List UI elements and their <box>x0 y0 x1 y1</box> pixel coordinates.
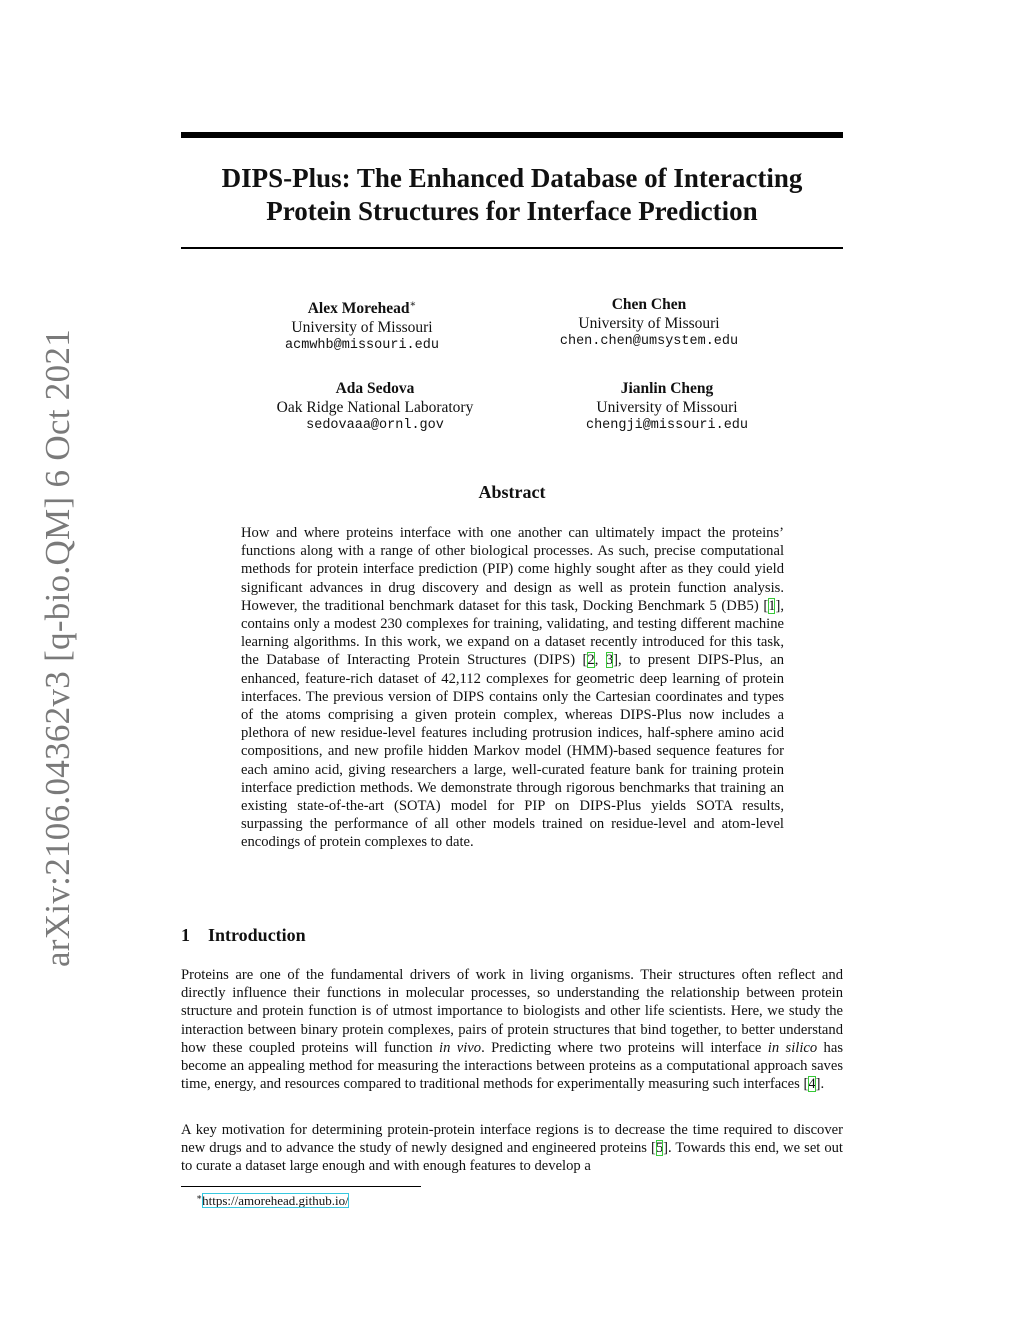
footnote-mark: ∗ <box>196 1192 203 1202</box>
title-line-1: DIPS-Plus: The Enhanced Database of Interacting <box>221 163 803 193</box>
author-block <box>225 380 525 436</box>
citation-link[interactable]: 5 <box>655 1140 664 1157</box>
author-name: Ada Sedova <box>335 380 415 397</box>
citation-link[interactable]: 4 <box>808 1076 816 1093</box>
author-affiliation: Oak Ridge National Laboratory <box>276 398 474 416</box>
footnote <box>196 1189 349 1209</box>
body-paragraph: A key motivation for determining protein-protein interface regions is to decrease the time required to discover new drugs and to advance the study of newly designed and engineered proteins [5]. Towards this end, we set out to curate a dataset large enough and with enough features to develop a <box>181 1122 843 1175</box>
footnote-mark: ∗ <box>409 299 417 310</box>
citation-link[interactable]: 2 <box>587 652 595 669</box>
author-name: Jianlin Cheng <box>620 380 714 397</box>
citation-link[interactable]: 1 <box>768 597 776 614</box>
section-heading <box>181 925 306 946</box>
author-block <box>499 296 799 352</box>
author-affiliation: University of Missouri <box>578 314 720 332</box>
homepage-link[interactable]: https://amorehead.github.io/ <box>202 1193 349 1209</box>
footnote-rule <box>181 1186 421 1187</box>
author-name: Chen Chen <box>611 296 687 313</box>
author-block <box>212 296 512 356</box>
paper-title <box>181 162 843 228</box>
author-affiliation: University of Missouri <box>596 398 738 416</box>
author-block <box>517 380 817 436</box>
section-title: Introduction <box>208 925 306 945</box>
abstract-text: How and where proteins interface with one another can ultimately impact the proteins’ functions along with a range of other biological processes. As such, precise computational methods for protein interface prediction (PIP) come highly sought after as they could yield significant advances in drug discovery and design as well as protein function analysis. However, the traditional benchmark dataset for this task, Docking Benchmark 5 (DB5) [1], contains only a modest 230 complexes for training, validating, and testing different machine learning algorithms. In this work, we expand on a dataset recently introduced for this task, the Database of Interacting Protein Structures (DIPS) [2, 3], to present DIPS-Plus, an enhanced, feature-rich dataset of 42,112 complexes for geometric deep learning of protein interfaces. The previous version of DIPS contains only the Cartesian coordinates and types of the atoms comprising a given protein complex, whereas DIPS-Plus now includes a plethora of new residue-level features including protrusion indices, half-sphere amino acid compositions, and new profile hidden Markov model (HMM)-based sequence features for each amino acid, giving researchers a large, well-curated feature bank for training protein interface prediction methods. We demonstrate through rigorous benchmarks that training an existing state-of-the-art (SOTA) model for PIP on DIPS-Plus yields SOTA results, surpassing the performance of all other models trained on residue-level and atom-level encodings of protein complexes to date. <box>241 525 784 851</box>
citation-link[interactable]: 3 <box>605 652 614 669</box>
author-email: sedovaaa@ornl.gov <box>306 418 444 433</box>
author-name: Alex Morehead∗ <box>307 299 417 318</box>
author-email: acmwhb@missouri.edu <box>285 338 439 354</box>
title-line-2: Protein Structures for Interface Prediction <box>266 196 758 226</box>
author-email: chengji@missouri.edu <box>585 418 749 433</box>
title-bottom-rule <box>181 247 843 249</box>
arxiv-identifier-stamp: arXiv:2106.04362v3 [q-bio.QM] 6 Oct 2021 <box>38 328 77 968</box>
author-affiliation: University of Missouri <box>291 318 433 336</box>
abstract-heading: Abstract <box>478 482 546 502</box>
author-email: chen.chen@umsystem.edu <box>559 334 739 349</box>
title-top-rule <box>181 132 843 138</box>
section-number: 1 <box>181 925 190 945</box>
body-paragraph: Proteins are one of the fundamental drivers of work in living organisms. Their structures often reflect and directly influence their functions in molecular processes, so understanding the relationship between protein structure and protein function is of utmost importance to biologists and other life scientists. Here, we study the interaction between binary protein complexes, pairs of protein structures that bind together, to better understand how these coupled proteins will function in vivo. Predicting where two proteins will interface in silico has become an appealing method for measuring the interactions between proteins as a computational approach saves time, energy, and resources compared to traditional methods for experimentally measuring such interfaces [4]. <box>181 967 844 1093</box>
